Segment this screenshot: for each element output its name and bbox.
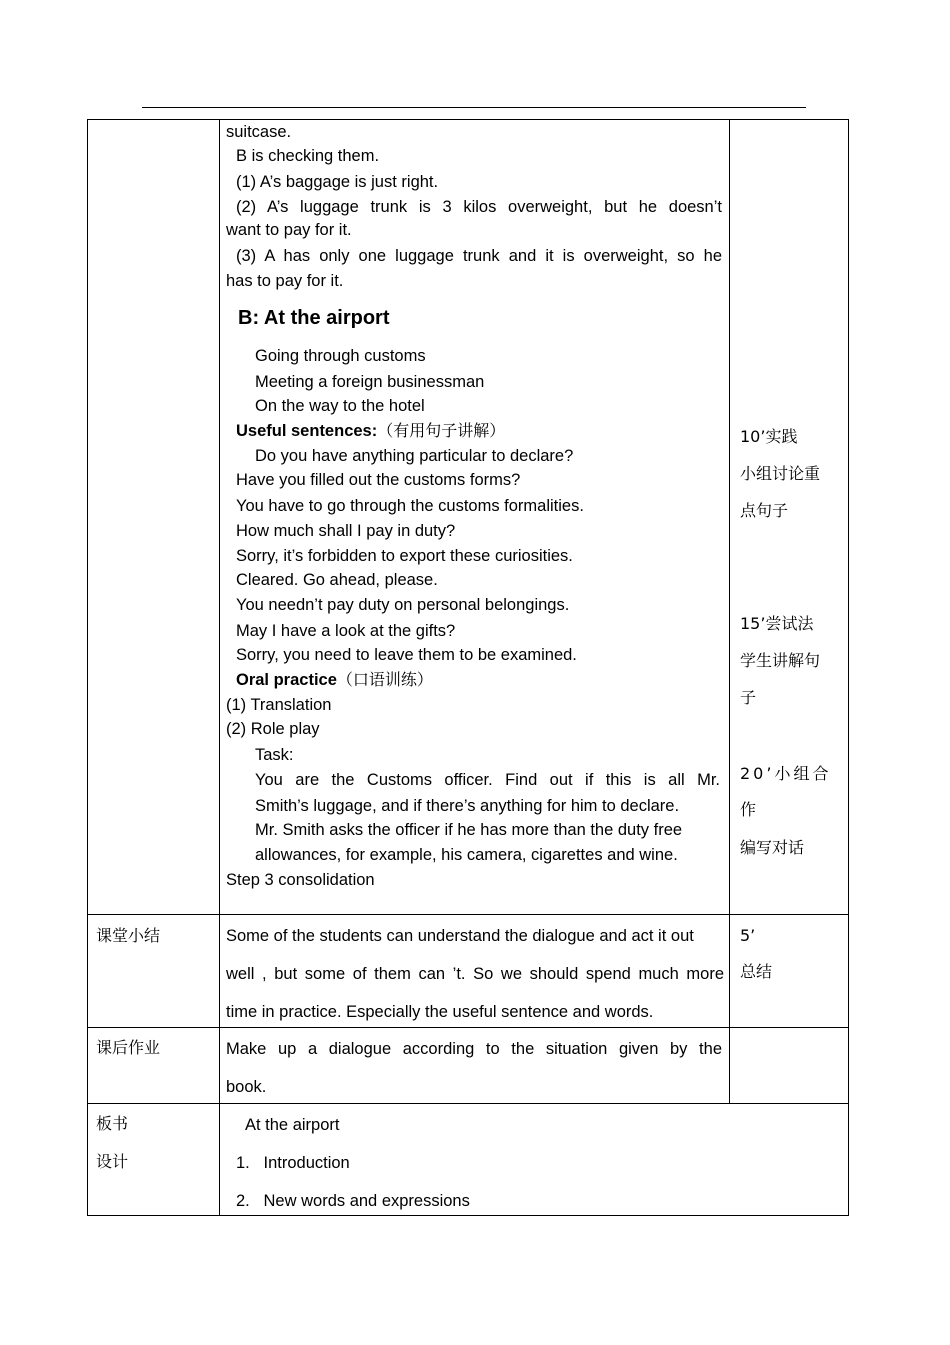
topic-item: Meeting a foreign businessman [255,373,485,391]
content-line: has to pay for it. [226,272,344,290]
sentence-item: Cleared. Go ahead, please. [236,571,438,589]
table-border-left [87,119,88,1216]
summary-note: 5’ [740,926,756,945]
summary-line: well , but some of them can ’t. So we should spend much more [226,965,724,983]
table-border-bottom [87,1215,849,1216]
row4-label: 板书 [96,1114,129,1133]
summary-line: Some of the students can understand the dialogue and act it out [226,927,694,945]
row3-label: 课后作业 [96,1038,161,1057]
table-border-right [848,119,849,1216]
content-line: (2) A’s luggage trunk is 3 kilos overweight, but he doesn’t [236,198,722,216]
section-heading: B: At the airport [238,307,390,329]
oral-item: (2) Role play [226,720,320,738]
row4-label: 设计 [96,1152,129,1171]
row2-label: 课堂小结 [96,926,161,945]
task-line: Smith’s luggage, and if there’s anything for him to declare. [255,797,680,815]
column-divider-1 [219,119,220,1216]
task-line: You are the Customs officer. Find out if this is all Mr. [255,771,720,789]
note-line: 子 [740,688,757,707]
homework-line: Make up a dialogue according to the situation given by the [226,1040,722,1058]
row-divider-1 [87,914,849,915]
content-line: B is checking them. [236,147,380,165]
row-divider-3 [87,1103,849,1104]
oral-practice-label: Oral practice [236,671,337,689]
topic-item: Going through customs [255,347,426,365]
note-line: 小组讨论重 [740,464,821,483]
note-line: 15’尝试法 [740,614,814,633]
sentence-item: Do you have anything particular to declare? [255,447,574,465]
note-line: 点句子 [740,501,789,520]
oral-practice-cn: （口语训练） [336,670,433,689]
note-line: 作 [740,800,757,819]
column-divider-2 [729,119,730,1104]
sentence-item: Sorry, it’s forbidden to export these curiosities. [236,547,573,565]
useful-sentences-label: Useful sentences: [236,422,378,440]
content-line: (1) A’s baggage is just right. [236,173,439,191]
sentence-item: May I have a look at the gifts? [236,622,456,640]
board-item: 1. Introduction [236,1154,350,1172]
content-line: suitcase. [226,123,292,141]
note-line: 20’小组合 [740,764,832,783]
task-label: Task: [255,746,294,764]
oral-item: (1) Translation [226,696,332,714]
sentence-item: Sorry, you need to leave them to be examined. [236,646,577,664]
topic-item: On the way to the hotel [255,397,425,415]
content-line: want to pay for it. [226,221,352,239]
useful-sentences-heading [236,421,505,441]
step3-line: Step 3 consolidation [226,871,375,889]
table-border-top [87,119,849,120]
sentence-item: Have you filled out the customs forms? [236,471,521,489]
task-line: Mr. Smith asks the officer if he has more than the duty free [255,821,683,839]
task-line: allowances, for example, his camera, cigarettes and wine. [255,846,678,864]
sentence-item: You needn’t pay duty on personal belongings. [236,596,570,614]
row-divider-2 [87,1027,849,1028]
board-item: 2. New words and expressions [236,1192,470,1210]
summary-line: time in practice. Especially the useful sentence and words. [226,1003,654,1021]
note-line: 10’实践 [740,427,798,446]
note-line: 学生讲解句 [740,651,821,670]
oral-practice-heading [236,670,433,690]
sentence-item: How much shall I pay in duty? [236,522,456,540]
summary-note: 总结 [740,962,773,981]
homework-line: book. [226,1078,267,1096]
sentence-item: You have to go through the customs formalities. [236,497,584,515]
useful-sentences-cn: （有用句子讲解） [377,421,506,440]
note-line: 编写对话 [740,838,805,857]
content-line: (3) A has only one luggage trunk and it is overweight, so he [236,247,722,265]
board-title: At the airport [245,1116,340,1134]
header-rule [142,107,806,108]
